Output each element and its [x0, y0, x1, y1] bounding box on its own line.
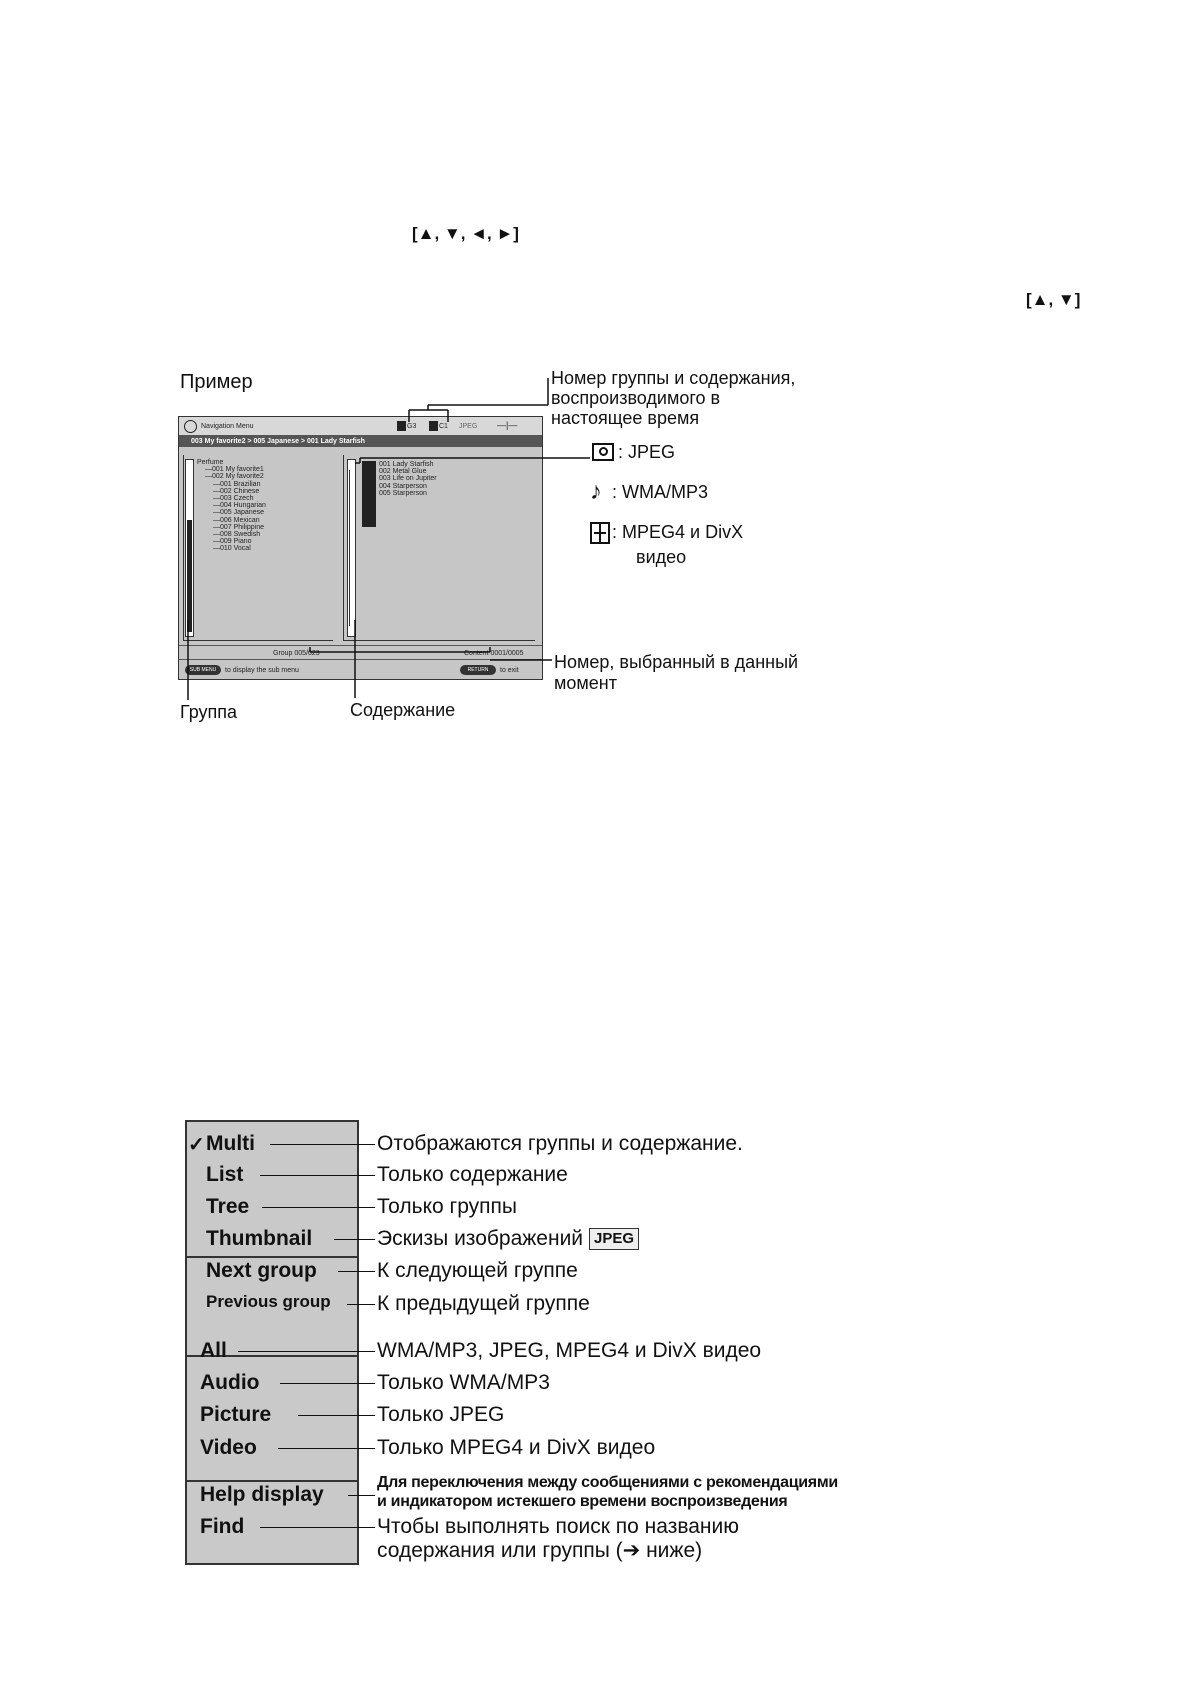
group-tree-item[interactable]: —001 Brazilian — [213, 480, 261, 488]
menu-desc-picture — [377, 1403, 504, 1427]
arrow-keys-all: [▲, ▼, ◄, ►] — [412, 224, 519, 243]
footer-sub-text: to display the sub menu — [225, 666, 299, 674]
menu-desc-thumbnail — [377, 1227, 639, 1251]
menu-desc-tree — [377, 1195, 517, 1219]
callout-now-playing-3: настоящее время — [551, 408, 700, 428]
menu-desc-text: Эскизы изображений — [377, 1227, 584, 1250]
menu-leader-line — [338, 1271, 375, 1272]
menu-desc-help-display — [377, 1473, 838, 1511]
menu-leader-line — [278, 1448, 375, 1449]
menu-item-tree[interactable]: Tree — [206, 1195, 250, 1218]
menu-desc-text: К следующей группе — [377, 1259, 578, 1282]
group-tree-item[interactable]: —004 Hungarian — [213, 502, 266, 510]
menu-leader-line — [262, 1207, 375, 1208]
menu-item-picture[interactable]: Picture — [200, 1403, 272, 1426]
menu-item-previous-group[interactable]: Previous group — [206, 1292, 331, 1311]
label-group: Группа — [180, 702, 238, 722]
multi-check-icon: ✓ — [188, 1134, 205, 1156]
legend-video: : MPEG4 и DivX — [612, 522, 744, 542]
group-tree-item[interactable]: —007 Philippine — [213, 523, 264, 531]
menu-item-video[interactable]: Video — [200, 1436, 257, 1459]
menu-item-help-display[interactable]: Help display — [200, 1483, 324, 1506]
music-note-icon: ♪ — [590, 478, 602, 505]
content-list-item[interactable]: 001 Lady Starfish — [379, 461, 434, 468]
group-tree-item[interactable]: —003 Czech — [213, 495, 254, 503]
callout-selected-1: Номер, выбранный в данный — [554, 652, 799, 672]
status-group: G3 — [407, 423, 417, 430]
menu-item-multi[interactable]: Multi — [206, 1132, 255, 1155]
menu-item-next-group[interactable]: Next group — [206, 1259, 317, 1282]
menu-desc-text: Только WMA/MP3 — [377, 1371, 550, 1394]
menu-leader-line — [334, 1239, 375, 1240]
group-tree-item[interactable]: —001 My favorite1 — [205, 466, 264, 474]
menu-item-find[interactable]: Find — [200, 1515, 245, 1538]
menu-leader-line — [270, 1144, 375, 1145]
callout-now-playing-2: воспроизводимого в — [551, 388, 721, 408]
group-tree-item[interactable]: —005 Japanese — [213, 509, 264, 517]
menu-leader-line — [280, 1383, 375, 1384]
legend-jpeg: : JPEG — [618, 442, 676, 462]
menu-desc-next-group — [377, 1259, 578, 1283]
screen-path: 003 My favorite2 > 005 Japanese > 001 Lady Starfish — [179, 436, 542, 447]
menu-item-thumbnail[interactable]: Thumbnail — [206, 1227, 313, 1250]
content-list-item[interactable]: 003 Life on Jupiter — [379, 475, 437, 483]
status-type: JPEG — [459, 423, 478, 430]
label-content: Содержание — [350, 700, 456, 720]
menu-item-all[interactable]: All — [200, 1339, 227, 1362]
group-tree-item[interactable]: —002 Chinese — [213, 487, 260, 495]
menu-desc-text-2: содержания или группы (➔ ниже) — [377, 1539, 703, 1562]
menu-desc-text: Только группы — [377, 1195, 517, 1218]
content-counter: Content 0001/0005 — [464, 650, 524, 657]
menu-leader-line — [238, 1351, 375, 1352]
jpeg-badge: JPEG — [589, 1228, 639, 1250]
menu-desc-text: WMA/MP3, JPEG, MPEG4 и DivX видео — [377, 1339, 762, 1362]
content-list-item[interactable]: 002 Metal Glue — [379, 468, 427, 476]
menu-desc-text: Только MPEG4 и DivX видео — [377, 1436, 656, 1459]
status-content: C1 — [439, 423, 448, 430]
content-list-item[interactable]: 005 Starperson — [379, 489, 427, 497]
menu-divider-1 — [187, 1256, 357, 1258]
content-list-item[interactable]: 004 Starperson — [379, 482, 427, 490]
menu-divider-3 — [187, 1480, 357, 1482]
menu-desc-find — [377, 1515, 739, 1563]
menu-desc-all — [377, 1339, 761, 1363]
menu-desc-text: Только содержание — [377, 1163, 568, 1186]
menu-desc-text: Чтобы выполнять поиск по названию — [377, 1515, 740, 1538]
menu-desc-text: Для переключения между сообщениями с рекомендациями — [377, 1474, 838, 1491]
menu-desc-multi — [377, 1132, 743, 1156]
screen-title: Navigation Menu — [201, 423, 254, 430]
menu-item-list[interactable]: List — [206, 1163, 244, 1186]
menu-leader-line — [260, 1175, 375, 1176]
callout-selected-2: момент — [554, 673, 617, 693]
legend-audio: : WMA/MP3 — [612, 482, 709, 502]
legend-video-2: видео — [636, 547, 687, 567]
menu-leader-line — [348, 1495, 375, 1496]
menu-desc-list — [377, 1163, 568, 1187]
menu-desc-text: Только JPEG — [377, 1403, 505, 1426]
group-counter: Group 005/023 — [273, 650, 320, 657]
footer-return-text: to exit — [500, 666, 519, 674]
arrow-keys-updown: [▲, ▼] — [1026, 290, 1081, 309]
example-label: Пример — [180, 371, 253, 393]
menu-desc-text: К предыдущей группе — [377, 1292, 590, 1315]
group-tree-item[interactable]: —010 Vocal — [213, 545, 251, 553]
return-button[interactable]: RETURN — [460, 665, 496, 675]
menu-leader-line — [260, 1527, 375, 1528]
sub-menu-button[interactable]: SUB MENU — [185, 665, 221, 675]
group-tree-item[interactable]: —008 Swedish — [213, 531, 261, 539]
group-tree-item[interactable]: —009 Piano — [213, 538, 252, 546]
menu-desc-previous-group — [377, 1292, 590, 1316]
menu-desc-video — [377, 1436, 655, 1460]
menu-leader-line — [347, 1304, 375, 1305]
menu-desc-text: Отображаются группы и содержание. — [377, 1132, 743, 1155]
callout-now-playing-1: Номер группы и содержания, — [551, 368, 796, 388]
group-tree-item[interactable]: —006 Mexican — [213, 516, 260, 524]
menu-leader-line — [298, 1415, 375, 1416]
status-time: —|— — [497, 420, 518, 430]
group-tree-item[interactable]: Perfume — [197, 459, 224, 466]
menu-item-audio[interactable]: Audio — [200, 1371, 260, 1394]
menu-desc-text-2: и индикатором истекшего времени воспроизведения — [377, 1493, 788, 1510]
group-tree-item[interactable]: —002 My favorite2 — [205, 473, 264, 481]
menu-desc-audio — [377, 1371, 550, 1395]
